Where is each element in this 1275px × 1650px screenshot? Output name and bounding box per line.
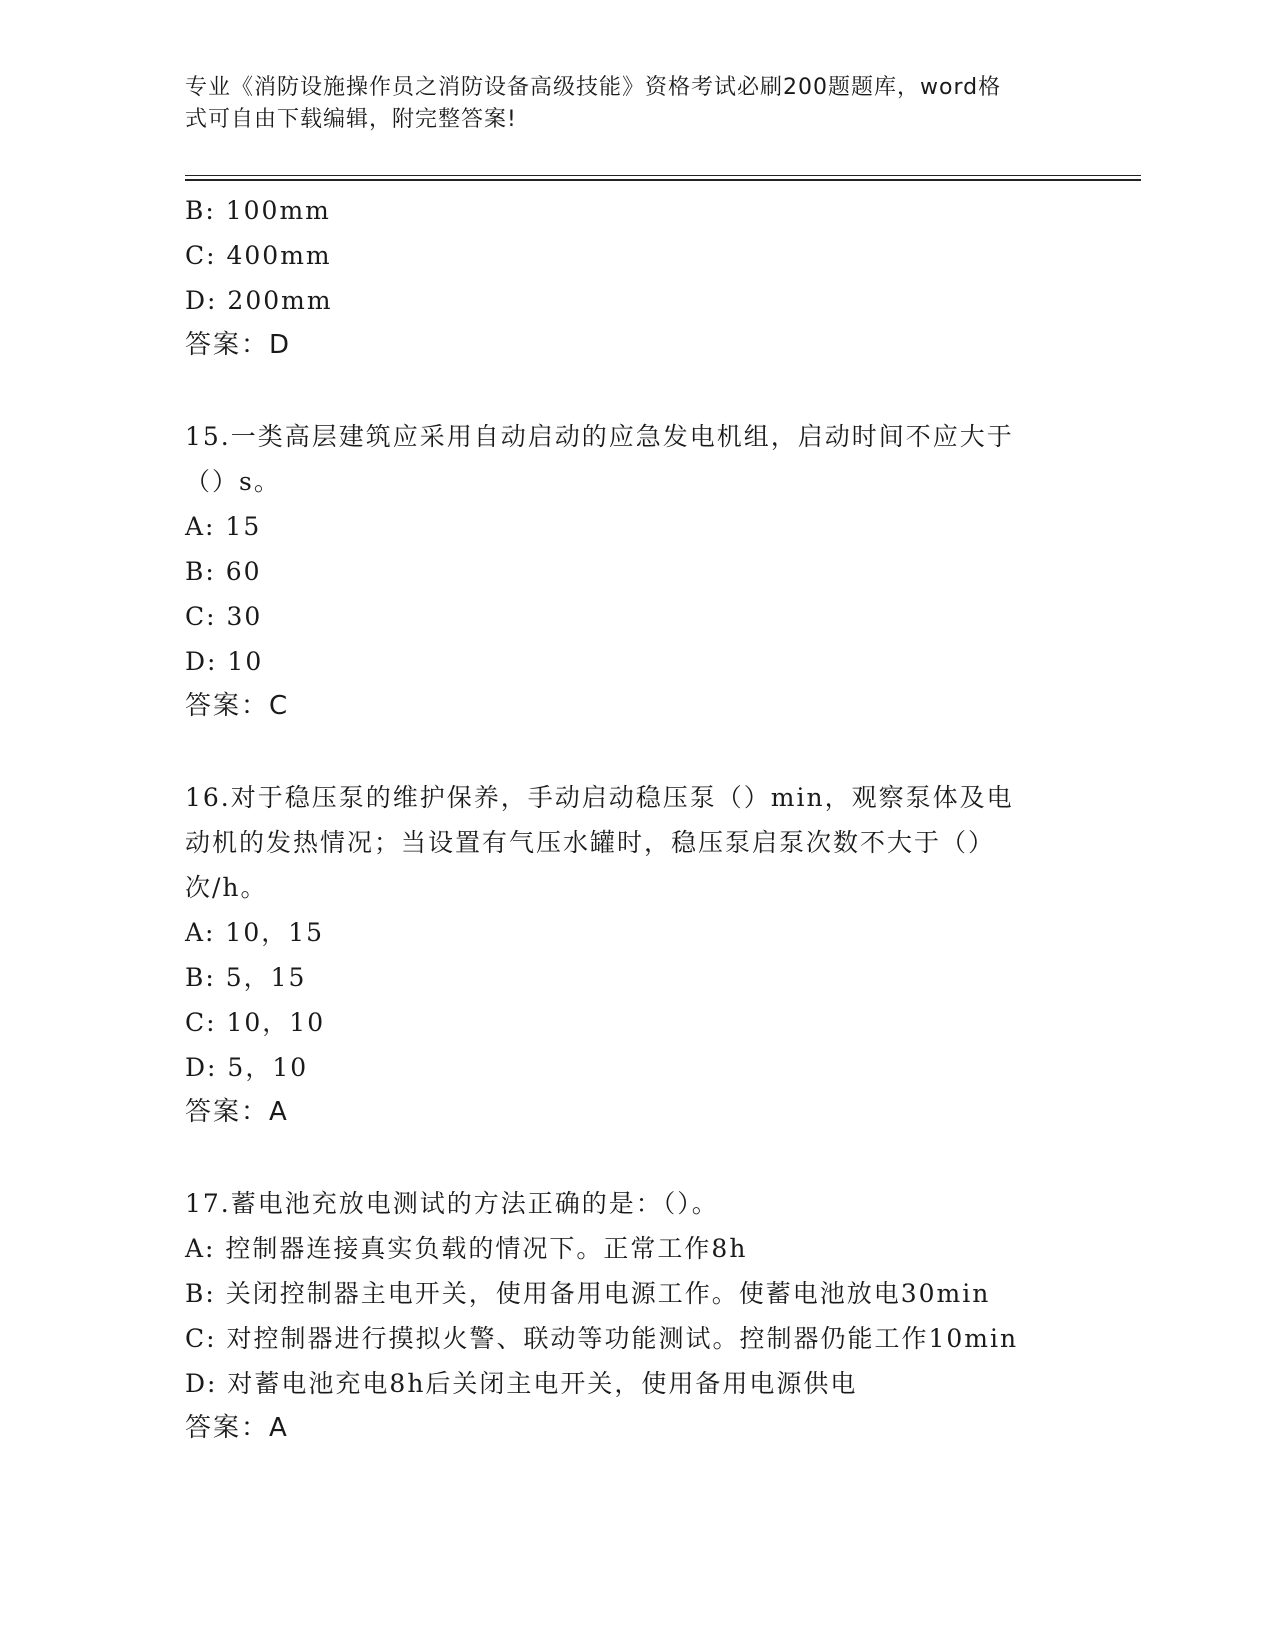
answer-line: 答案：A [185, 1097, 289, 1127]
answer-line: 答案：C [185, 691, 290, 721]
option-b: B: 5，15 [185, 963, 307, 992]
document-header [185, 72, 1085, 136]
header-line-1: 专业《消防设施操作员之消防设备高级技能》资格考试必刷200题题库，word格 [185, 75, 1002, 100]
option-c: C: 400mm [185, 241, 332, 270]
header-divider-thick [185, 179, 1141, 181]
option-c: C: 对控制器进行摸拟火警、联动等功能测试。控制器仍能工作10min [185, 1324, 1019, 1353]
option-a: A: 控制器连接真实负载的情况下。正常工作8h [185, 1234, 748, 1263]
question-14-continued [185, 188, 1085, 368]
option-d: D: 10 [185, 647, 264, 676]
option-a: A: 10，15 [185, 918, 325, 947]
option-d: D: 200mm [185, 286, 333, 315]
question-15 [185, 414, 1085, 729]
question-text-line: 17.蓄电池充放电测试的方法正确的是：（）。 [185, 1189, 719, 1218]
question-text-line: 动机的发热情况；当设置有气压水罐时，稳压泵启泵次数不大于（） [185, 828, 996, 857]
option-b: B: 60 [185, 557, 262, 586]
option-d: D: 5，10 [185, 1053, 309, 1082]
question-text-line: 15.一类高层建筑应采用自动启动的应急发电机组，启动时间不应大于 [185, 422, 1014, 451]
answer-line: 答案：D [185, 330, 292, 360]
option-c: C: 10，10 [185, 1008, 326, 1037]
question-17 [185, 1181, 1085, 1451]
option-d: D: 对蓄电池充电8h后关闭主电开关，使用备用电源供电 [185, 1369, 858, 1398]
option-b: B: 100mm [185, 196, 331, 225]
question-text-line: （）s。 [185, 467, 281, 496]
question-16 [185, 775, 1085, 1135]
question-text-line: 16.对于稳压泵的维护保养，手动启动稳压泵（）min，观察泵体及电 [185, 783, 1014, 812]
question-list [185, 188, 1085, 1451]
answer-line: 答案：A [185, 1413, 289, 1443]
header-divider-thin [185, 175, 1141, 176]
question-text-line: 次/h。 [185, 873, 268, 902]
option-a: A: 15 [185, 512, 262, 541]
option-b: B: 关闭控制器主电开关，使用备用电源工作。使蓄电池放电30min [185, 1279, 991, 1308]
option-c: C: 30 [185, 602, 263, 631]
header-line-2: 式可自由下载编辑，附完整答案! [185, 107, 517, 132]
